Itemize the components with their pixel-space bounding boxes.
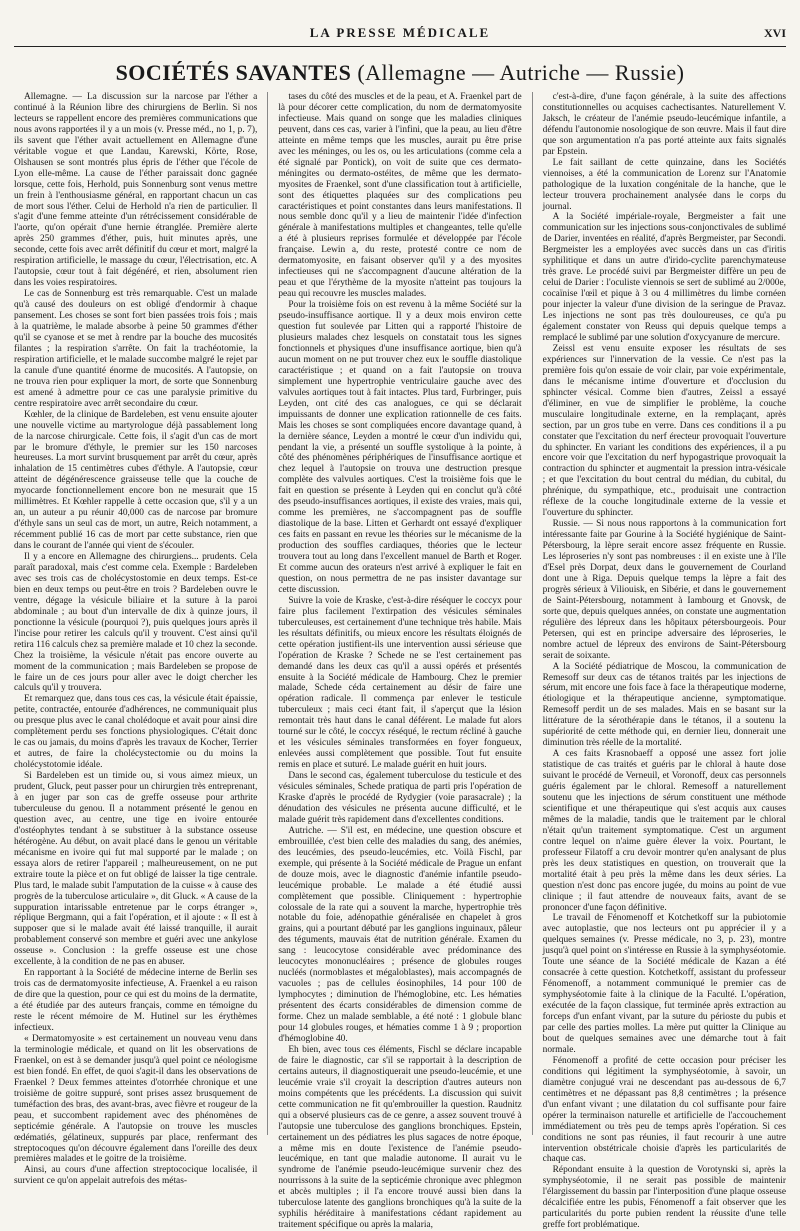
- article-paragraph: Le travail de Fénomenoff et Kotchetkoff sur la pubiotomie avec autoplastie, que nos lecteurs ont pu apprécier il y a quelques semaines (v. Presse médicale, no 3, p. 23), montre jusqu'à quel point on s'intéresse en Russie à la symphyséotomie. Toute une séance de la Société médicale de Kazan a été consacrée à cette question. Kotchetkoff, assistant du professeur Fénomenoff, a notamment communiqué le premier cas de symphyséotomie faite à la clinique de la Faculté. L'opération, exécutée de la façon classique, fut terminée après extraction au forceps d'un enfant vivant, par la suture du périoste du pubis et par celle des parties molles. La mère put quitter la Clinique au bout de quelques semaines avec une démarche tout à fait normale.: [542, 913, 786, 1055]
- article-paragraph: Suivre la voie de Kraske, c'est-à-dire réséquer le coccyx pour faire plus facilement l'extirpation des vésicules séminales tuberculeuses, est certainement d'une technique très habile. Mais les résultats définitifs, ou mieux encore les résultats éloignés de cette opération justifient-ils une intervention aussi sérieuse que l'opération de Kraske ? Schede ne se l'est certainement pas demandé dans les deux cas qu'il a aussi opérés et présentés ensuite à la Société médicale de Hambourg. Chez le premier malade, Schede céda certainement au désir de faire une opération radicale. Il commença par enlever le testicule tuberculeux ; mais ceci étant fait, il s'aperçut que la lésion remontait très haut dans le canal déférent. Le malade fut alors tourné sur le côté, le coccyx réséqué, le rectum récliné à gauche et les vésicules séminales transformées en foyer fongueux, enlevées aussi complètement que possible. Tout fut ensuite remis en place et suturé. Le malade guérit en huit jours.: [278, 595, 522, 771]
- column-3: [542, 92, 786, 1231]
- article-paragraph: Le fait saillant de cette quinzaine, dans les Sociétés viennoises, a été la communication de Lorenz sur l'Anatomie pathologique de la luxation congénitale de la hanche, que le lecteur trouvera prochainement analysée dans le corps du journal.: [542, 157, 786, 212]
- article-paragraph: Si Bardeleben est un timide ou, si vous aimez mieux, un prudent, Gluck, peut passer pour un chirurgien très entreprenant, à en juger par son cas de greffe osseuse pour arthrite tuberculeuse du genou. Il a notamment présenté le genou en question avec, au centre, une tige en ivoire entourée d'ostéophytes tendant à se substituer à la substance osseuse hétérogène. Au début, on avait placé dans le genou un véritable mécanisme en ivoire qui fut mal supporté par le malade ; on essaya alors de retirer l'appareil ; malheureusement, on ne put extraire toute la pièce et on fut obligé de laisser la tige centrale. Plus tard, le malade subit l'amputation de la cuisse « à cause des progrès de la tuberculose articulaire », dit Gluck. « A cause de la suppuration intarissable entretenue par le corps étranger », réplique Bergmann, qui a fait l'opération, et il ajoute : « Il est à supposer que si le malade avait été laissé tranquille, il aurait probablement conservé son membre et guéri avec une ankylose osseuse ». Conclusion : la greffe osseuse est une chose excellente, à la condition de ne pas en abuser.: [14, 771, 258, 968]
- article-paragraph: « Dermatomyosite » est certainement un nouveau venu dans la terminologie médicale, et quand on lit les observations de Fraenkel, on est à se demander jusqu'à quel point ce néologisme est bien fondé. En effet, de quoi s'agit-il dans les observations de Fraenkel ? Deux femmes atteintes d'otorrhée chronique et une troisième de goitre suppuré, sont prises assez brusquement de tuméfaction des bras, des avant-bras, avec fièvre et rougeur de la peau, et succombent rapidement avec des phénomènes de septicémie générale. A l'autopsie on trouve les muscles œdématiés, gélatineux, suppurés par place, renfermant des streptocoques qu'on découvre également dans l'oreille des deux premières malades et le goitre de la troisième.: [14, 1033, 258, 1165]
- page-number: XVI: [763, 25, 786, 40]
- article-paragraph: Allemagne. — La discussion sur la narcose par l'éther a continué à la Réunion libre des chirurgiens de Berlin. Si nos lecteurs se rappellent encore des premières communications que nous avons rapportées il y a un mois (v. Presse méd., no 1, p. 7), ils savent que l'éther avait actuellement en Allemagne d'une véritable vogue et que Landau, Karewski, Körte, Rose, Olshausen se sont montrés plus épris de l'éther que l'école de Lyon elle-même. La cause de l'éther paraissait donc gagnée lorsque, cette fois, Herhold, puis Sonnenburg sont venus mettre un frein à l'enthousiasme général, en rapportant chacun un cas de mort sous l'éther. Celui de Herhold n'a rien de particulier. Il s'agit d'une femme atteinte d'un rétrécissement considérable de l'aorte, qu'on opérait d'une hernie étranglée. Première alerte après 250 grammes d'éther, puis, huit minutes après, une seconde, cette fois avec arrêt définitif du cœur et mort, malgré la respiration artificielle, le massage du cœur, l'électrisation, etc. A l'autopsie, cœur tout à fait dégénéré, et rien, absolument rien dans les voies respiratoires.: [14, 92, 258, 289]
- article-paragraph: A la Société impériale-royale, Bergmeister a fait une communication sur les injections sous-conjonctivales de sublimé de Darier, inventées en réalité, d'après Bergmeister, par Secondi. Bergmeister les a employées avec succès dans un cas d'iritis syphilitique et dans un autre d'irido-cyclite parenchymateuse très grave. Le procédé suivi par Bergmeister diffère un peu de celui de Darier : l'oculiste viennois se sert de sublimé au 2/000e, cocaïnise l'œil et pique à 3 ou 4 millimètres du limbe cornéen pour injecter la valeur d'une division de la seringue de Pravaz. Les injections ne sont pas très douloureuses, ce qu'a pu également constater von Reuss qui depuis quelque temps a remplacé le sublimé par une solution d'oxycyanure de mercure.: [542, 212, 786, 343]
- running-head: [14, 24, 786, 47]
- article-paragraph: Autriche. — S'il est, en médecine, une question obscure et embrouillée, c'est bien celle des maladies du sang, des anémies, des leucémies, des pseudo-leucémies, etc. Voilà Fischl, par exemple, qui présente à la Société médicale de Prague un enfant de douze mois, avec le diagnostic d'anémie infantile pseudo-leucémique probable. Le malade a été étudié aussi complètement que possible. Cliniquement : hypertrophie colossale de la rate qui a souvent la marche, hypertrophie très notable du foie, adénopathie généralisée en chapelet à gros grains, qui a pourtant débuté par les ganglions inguinaux, pâleur des téguments, mauvais état de nutrition générale. Examen du sang : leucocytose considérable avec prédominance des leucocytes mononucléaires ; présence de globules rouges nucléés (normoblastes et mégaloblastes), mais accompagnés de vacuoles ; pas de cellules éosinophiles, 14 pour 100 de lymphocytes ; diminution de l'hémoglobine, etc. Les hématies présentent des écarts considérables de dimension comme de forme. Chez un malade semblable, a été noté : 1 globule blanc pour 14 globules rouges, et hématies comme 1 à 9 ; proportion d'hémoglobine 40.: [278, 825, 522, 1044]
- article-paragraph: Dans le second cas, également tuberculose du testicule et des vésicules séminales, Schede pratiqua de parti pris l'opération de Kraske d'après le procédé de Rydygier (voie parasacrale) ; la dénudation des vésicules ne présenta aucune difficulté, et le malade guérit très rapidement dans d'excellentes conditions.: [278, 771, 522, 825]
- article-paragraph: tases du côté des muscles et de la peau, et A. Fraenkel part de là pour décorer cette complication, du nom de dermatomyosite infectieuse. Mais quand on songe que les maladies cliniques peuvent, dans ces cas, varier à l'infini, que la peau, au lieu d'être atteinte en même temps que les muscles, aurait pu être prise avec les méninges, ou les os, ou les articulations (comme cela a été signalé par Pontick), on voit de suite que ces dermato-méningites ou dermato-ostéites, de même que les dermato-myosites de Fraenkel, sont d'une classification tout à artificielle, sont des étiquettes plaquées sur des complications peu caractéristiques et point constantes dans leurs manifestations. Il nous semble donc qu'il y a lieu de maintenir l'idée d'infection générale à manifestations multiples et changeantes, telle qu'elle a été à plusieurs reprises formulée et développée par l'école française. Lewin a, du reste, protesté contre ce nom de dermatomyosite, en faisant observer qu'il y a des myosites infectieuses qui ne s'accompagnent d'aucune altération de la peau et que l'érythème de la myosite n'atteint pas toujours la peau qui recouvre les muscles malades.: [278, 92, 522, 300]
- article-paragraph: Eh bien, avec tous ces éléments, Fischl se déclare incapable de faire le diagnostic, car s'il se rapportait à la description de certains auteurs, il diagnostiquerait une pseudo-leucémie, et une leucémie vraie s'il croyait la description d'autres auteurs non moins compétents que les précédents. La discussion qui suivit cette communication ne fit qu'embrouiller la question. Raudnitz qui a observé plusieurs cas de ce genre, a assez souvent trouvé à l'autopsie une tuberculose des ganglions bronchiques. Epstein, certainement un des pédiatres les plus sagaces de notre époque, a même mis en doute l'existence de l'anémie pseudo-leucémique, en tant que maladie autonome. Il aurait vu le syndrome de l'anémie pseudo-leucémique survenir chez des nourrissons à la suite de la septicémie chronique avec phlegmon et abcès multiples ; il l'a encore trouvé aussi bien dans la tuberculose latente des ganglions bronchiques qu'à la suite de la syphilis héréditaire à manifestations cédant rapidement au traitement spécifique ou après la malaria,: [278, 1044, 522, 1231]
- column-rule: [267, 92, 268, 1135]
- article-paragraph: Ainsi, au cours d'une affection streptococique localisée, il survient ce qu'on appelait autrefois des métas-: [14, 1165, 258, 1187]
- article-paragraph: Fénomenoff a profité de cette occasion pour préciser les conditions qui légitiment la symphyséotomie, à savoir, un diamètre conjugué vrai ne descendant pas au-dessous de 6,7 centimètres et ne dépassant pas 8,8 centimètres ; la présence d'un enfant vivant ; une dilatation du col suffisante pour faire opérer la terminaison naturelle et artificielle de l'accouchement immédiatement ou très peu de temps après l'opération. Si ces conditions ne sont pas réunies, il faut recourir à une autre intervention obstétricale choisie d'après les particularités de chaque cas.: [542, 1055, 786, 1165]
- column-rule: [532, 92, 533, 1135]
- article-paragraph: A la Société pédiatrique de Moscou, la communication de Remesoff sur deux cas de tétanos traités par les injections de sérum, mit encore une fois face à face la thérapeutique moderne, étiologique et la thérapeutique ancienne, symptomatique. Remesoff perdit un de ses malades. Mais en se basant sur la littérature de la sérothérapie dans le tétanos, il a soutenu la supériorité de cette méthode qui, en dernier lieu, donnerait une diminution très réelle de la mortalité.: [542, 661, 786, 749]
- journal-title: LA PRESSE MÉDICALE: [309, 25, 491, 40]
- section-title-main: SOCIÉTÉS SAVANTES: [115, 60, 352, 85]
- article-paragraph: Pour la troisième fois on est revenu à la même Société sur la pseudo-insuffisance aortique. Il y a deux mois environ cette question fut soulevée par Litten qui a rapporté l'histoire de plusieurs malades chez lesquels on constatait tous les signes fonctionnels et physiques d'une insuffisance aortique, bien qu'à aucun moment on ne put trouver chez eux le souffle diastolique caractéristique ; et quand on a fait l'autopsie on trouva simplement une hypertrophie ventriculaire gauche avec des valvules aortiques tout à fait intactes. Plus tard, Furbringer, puis Leyden, ont cité des cas analogues, ce qui se déclarait impuissants de donner une explication rationnelle de ces faits. Mais les choses se sont compliquées encore davantage quand, à la dernière séance, Leyden a montré le cœur d'un individu qui, pendant la vie, a présenté un souffle systolique à la pointe, à côté des phénomènes périphériques de l'insuffisance aortique et chez lequel à l'autopsie on trouva une destruction presque complète des valvules aortiques. C'est la troisième fois que le fait en question se présente à Leyden qui en conclut qu'à côté des pseudo-insuffisances aortiques, il existe des vraies, mais qui, comme les premières, ne s'accompagnent pas de souffle diastolique de la base. Litten et Gerhardt ont essayé d'expliquer ces faits en passant en revue les théories sur le mécanisme de la production des souffles cardiaques, théories que le lecteur trouvera tout au long dans l'excellent manuel de Barth et Roger. Et comme aucun des orateurs n'est arrivé à expliquer le fait en question, on nous permettra de ne pas insister davantage sur cette discussion.: [278, 300, 522, 595]
- article-paragraph: Russie. — Si nous nous rapportons à la communication fort intéressante faite par Gourine à la Société hygiénique de Saint-Pétersbourg, la lèpre serait encore assez fréquente en Russie. Les léproseries n'y sont pas nombreuses : il en existe une à l'île d'Esel près Dorpat, deux dans le gouvernement de Courland dont une à Riga. Depuis quelque temps la lèpre a fait des progrès sérieux à Viliouisk, en Sibérie, et dans le gouvernement de Saint-Pétersbourg, notamment à Iambourg et Gnovsk, de sorte que, depuis quelques années, on constate une augmentation régulière des lépreux dans les hôpitaux pétersbourgeois. Pour Petersen, qui est en principe adversaire des léproseries, le nombre actuel de lépreux des environs de Saint-Pétersbourg serait de soixante.: [542, 519, 786, 661]
- article-paragraph: Répondant ensuite à la question de Vorotynski si, après la symphyséotomie, il ne serait pas possible de maintenir l'élargissement du bassin par l'interposition d'une plaque osseuse décalcifiée entre les pubis, Fénomenoff a fait observer que les particularités du porte pubien rendent la réussite d'une telle greffe fort problématique.: [542, 1165, 786, 1231]
- article-paragraph: Zeissl est venu ensuite exposer les résultats de ses expériences sur l'innervation de la vessie. Ce n'est pas la première fois qu'on essaie de voir clair, par voie expérimentale, dans le mécanisme intime d'ouverture et d'occlusion du sphincter vésical. Comme bien d'autres, Zeissl a essayé d'éliminer, en vue de simplifier le problème, la couche musculaire longitudinale externe, en la remplaçant, après section, par un gros tube en verre. Dans ces conditions il a pu constater que l'excitation du nerf érecteur provoquait l'ouverture du sphincter. En variant les conditions des expériences, il a pu encore voir que l'excitation du nerf hypogastrique provoquait la contraction du sphincter et augmentait la pression intra-vésicale ; et que l'excitation du bout central du médian, du cubital, du phrénique, du sympathique, etc., produisait une contraction réflexe de la couche longitudinale externe de la vessie et l'ouverture du sphincter.: [542, 343, 786, 519]
- article-paragraph: Le cas de Sonnenburg est très remarquable. C'est un malade qu'à causé des douleurs on est obligé d'endormir à chaque pansement. Les choses se sont fort bien passées trois fois ; mais à la quatrième, le malade absorbe à peine 50 grammes d'éther qu'il se cyanose et se met à rendre par la bouche des mucosités filantes ; la respiration s'arrête. On fait la trachéotomie, la respiration artificielle, et le malade succombe malgré le rejet par la canule d'une quantité énorme de mucosités. A l'autopsie, on ne trouva rien pour expliquer la mort, de sorte que Sonnenburg est amené à admettre pour ce cas une paralysie primitive du centre respiratoire avec arrêt secondaire du cœur.: [14, 289, 258, 409]
- column-1: [14, 92, 258, 1187]
- article-paragraph: Kœhler, de la clinique de Bardeleben, est venu ensuite ajouter une nouvelle victime au martyrologue déjà passablement long de la narcose chirurgicale. Cette fois, il s'agit d'un cas de mort par le bromure d'éthyle, le premier sur les 150 narcoses heureuses. La mort survint brusquement par arrêt du cœur, après inhalation de 15 centimètres cubes d'éthyle. A l'autopsie, cœur atteint de dégénérescence graisseuse telle que la couche de myocarde fonctionnellement encore bon ne mesurait que 15 millimètres. Et Kœhler rappelle à cette occasion que, s'il y a un an, un auteur a pu réunir 40,000 cas de narcose par bromure d'éthyle sans un seul cas de mort, un autre, Reich notamment, a récemment publié 16 cas de mort par cette substance, rien que dans le courant de l'année qui vient de s'écouler.: [14, 409, 258, 552]
- article-paragraph: Et remarquez que, dans tous ces cas, la vésicule était épaissie, petite, contractée, entourée d'adhérences, ne communiquait plus ou presque plus avec le canal cholédoque et avait pour ainsi dire complètement perdu ses fonctions physiologiques. C'était donc le cas ou jamais, du moins d'après les travaux de Kocher, Terrier et autres, de faire la cholécystectomie ou du moins la cholécystotomie idéale.: [14, 694, 258, 771]
- section-title: [14, 60, 786, 86]
- section-title-countries: (Allemagne — Autriche — Russie): [357, 60, 685, 85]
- article-paragraph: c'est-à-dire, d'une façon générale, à la suite des affections constitutionnelles ou acquises cachectisantes. Naturellement V. Jaksch, le créateur de l'anémie pseudo-leucémique infantile, a défendu l'autonomie nosologique de son œuvre. Mais il faut dire que son argumentation n'a pas porté atteinte aux faits signalés par Epstein.: [542, 92, 786, 157]
- article-paragraph: En rapportant à la Société de médecine interne de Berlin ses trois cas de dermatomyosite infectieuse, A. Fraenkel a eu raison de dire que la question, pour ce qui est du moins de la dermatite, a été étudiée par des auteurs français, comme en témoigne du reste le récent mémoire de M. Hutinel sur les érythèmes infectieux.: [14, 968, 258, 1034]
- article-paragraph: Il y a encore en Allemagne des chirurgiens... prudents. Cela paraît paradoxal, mais c'est comme cela. Exemple : Bardeleben avec ses trois cas de cholécystostomie en deux temps. Est-ce bien en deux temps ou peut-être en trois ? Bardeleben ouvre le ventre, dégage la vésicule biliaire et la suture à la paroi abdominale ; au bout d'un intervalle de dix à quinze jours, il ponctionne la vésicule (pourquoi ?), puis quelques jours après il l'incise pour retirer les calculs qu'il y trouvent. C'est ainsi qu'il retira 116 calculs chez sa première malade et 10 chez la seconde. Chez la troisième, la vésicule n'était pas encore ouverte au moment de la communication ; mais Bardeleben se propose de le faire un de ces jours pour aller avec le doigt chercher les calculs qu'il y trouvera.: [14, 552, 258, 694]
- article-paragraph: A ces faits Krasnobaeff a opposé une assez fort jolie statistique de cas traités et guéris par le chloral à haute dose suivant le procédé de Verneuil, et Voronoff, deux cas personnels guéris également par le chloral. Remesoff a naturellement soutenu que les injections de sérum constituent une méthode scientifique et une thérapeutique qui s'est acquis aux causes mêmes de la maladie, tandis que le traitement par le chloral n'était qu'un traitement symptomatique. C'est un argument contre lequel on n'aime guère élever la voix. Pourtant, le professeur Filatoff a cru devoir montrer qu'en analysant de plus près les deux statistiques en question, on trouverait que la mortalité était à peu près la même dans les deux séries. La question n'est donc pas encore jugée, du moins au point de vue clinique ; il faut attendre de nouveaux faits, avant de se prononcer d'une façon définitive.: [542, 749, 786, 913]
- column-2: [278, 92, 522, 1231]
- article-columns: [14, 92, 786, 1231]
